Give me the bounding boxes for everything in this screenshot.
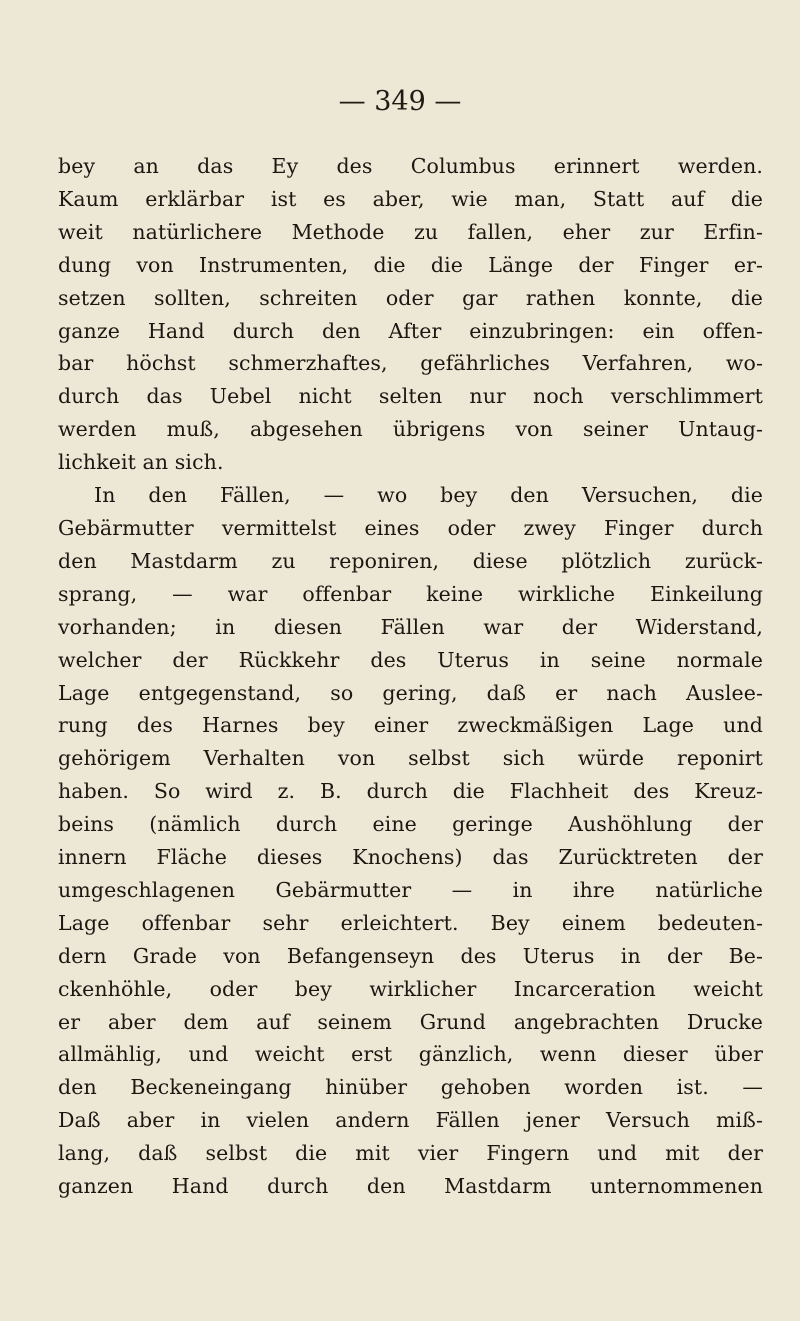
text-line: vorhanden; in diesen Fällen war der Widerstand, <box>58 614 763 639</box>
text-line: dung von Instrumenten, die die Länge der Finger er- <box>58 252 763 277</box>
text-line: bar höchst schmerzhaftes, gefährliches Verfahren, wo- <box>58 351 763 376</box>
page-number: — 349 — <box>338 86 462 117</box>
text-line: den Mastdarm zu reponiren, diese plötzlich zurück- <box>58 548 763 573</box>
text-line: ckenhöhle, oder bey wirklicher Incarceration weicht <box>58 976 763 1001</box>
text-line: bey an das Ey des Columbus erinnert werden. <box>58 154 763 178</box>
text-line: Lage entgegenstand, so gering, daß er nach Auslee- <box>58 680 763 705</box>
text-line: Lage offenbar sehr erleichtert. Bey einem bedeuten- <box>58 910 763 935</box>
text-line: Kaum erklärbar ist es aber, wie man, Statt auf die <box>58 186 763 211</box>
text-line: allmählig, und weicht erst gänzlich, wenn dieser über <box>58 1042 763 1067</box>
text-line: rung des Harnes bey einer zweckmäßigen Lage und <box>58 713 763 738</box>
text-line: lang, daß selbst die mit vier Fingern und mit der <box>58 1141 763 1166</box>
text-line: weit natürlichere Methode zu fallen, eher zur Erfin- <box>58 219 763 244</box>
text-line: In den Fällen, — wo bey den Versuchen, die <box>94 483 763 508</box>
text-line: ganze Hand durch den After einzubringen: ein offen- <box>58 318 763 343</box>
text-line: innern Fläche dieses Knochens) das Zurücktreten der <box>58 845 763 870</box>
text-line: Gebärmutter vermittelst eines oder zwey Finger durch <box>58 515 763 540</box>
text-line: dern Grade von Befangenseyn des Uterus in der Be- <box>58 943 763 968</box>
text-line: umgeschlagenen Gebärmutter — in ihre natürliche <box>58 877 763 902</box>
text-line: werden muß, abgesehen übrigens von seiner Untaug- <box>58 417 763 442</box>
text-line: Daß aber in vielen andern Fällen jener Versuch miß- <box>58 1108 763 1133</box>
text-line: sprang, — war offenbar keine wirkliche Einkeilung <box>58 581 763 606</box>
text-line: ganzen Hand durch den Mastdarm unternommenen <box>58 1174 763 1199</box>
text-line: gehörigem Verhalten von selbst sich würde reponirt <box>58 746 763 771</box>
text-line: setzen sollten, schreiten oder gar rathen konnte, die <box>58 285 763 310</box>
text-line: durch das Uebel nicht selten nur noch verschlimmert <box>58 384 763 409</box>
text-line: lichkeit an sich. <box>58 450 224 475</box>
text-line: den Beckeneingang hinüber gehoben worden ist. — <box>58 1075 763 1100</box>
text-line: welcher der Rückkehr des Uterus in seine normale <box>58 647 763 672</box>
text-line: er aber dem auf seinem Grund angebrachten Drucke <box>58 1009 763 1034</box>
text-line: haben. So wird z. B. durch die Flachheit des Kreuz- <box>58 779 763 804</box>
text-line: beins (nämlich durch eine geringe Aushöhlung der <box>58 812 763 837</box>
body-text <box>58 150 763 1203</box>
